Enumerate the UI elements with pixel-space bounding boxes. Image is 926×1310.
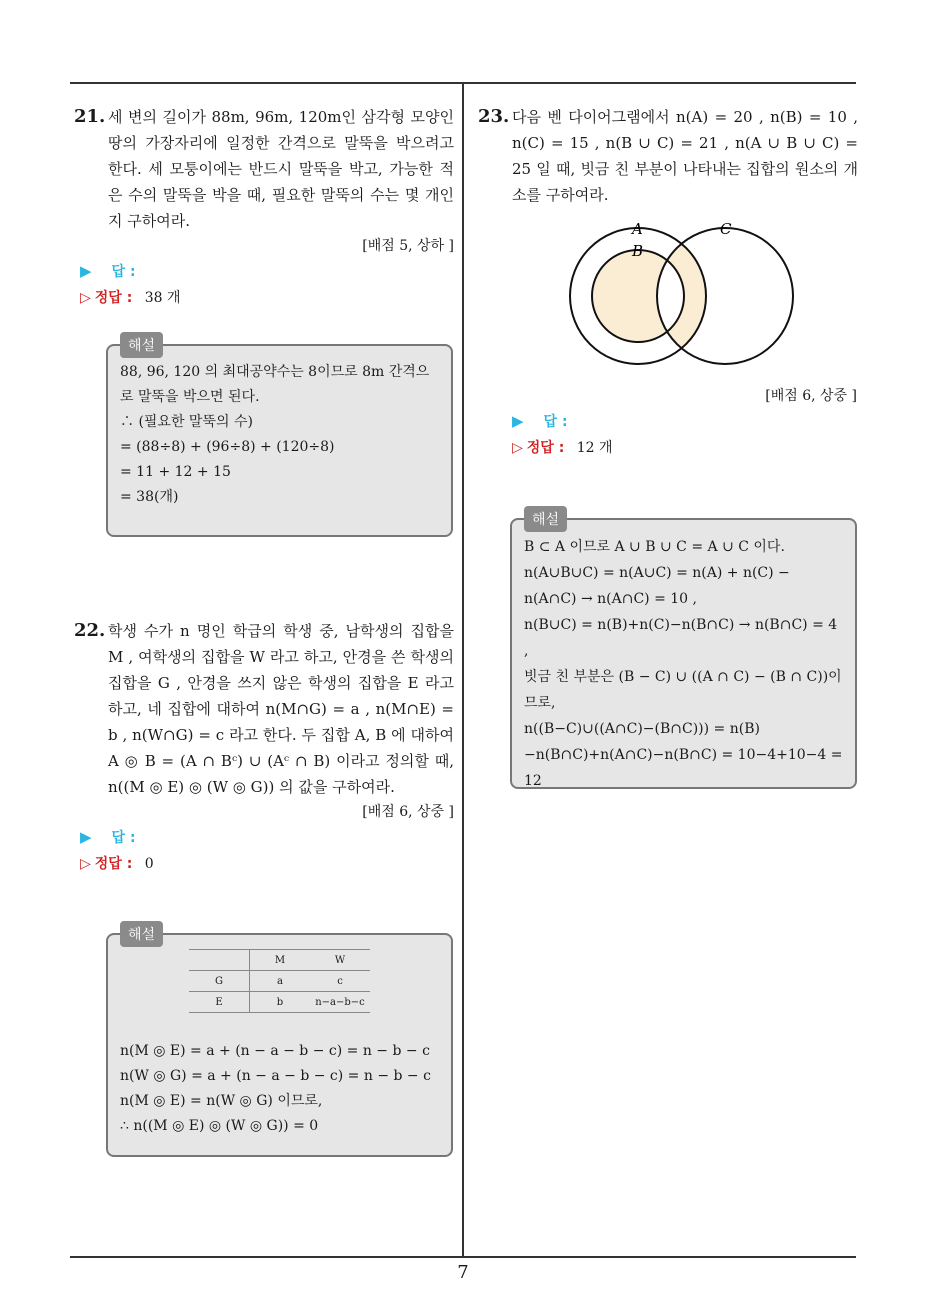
set-table — [189, 949, 370, 1013]
bottom-rule — [70, 1256, 856, 1258]
solution-line: n(M ◎ E) = n(W ◎ G) 이므로, — [120, 1093, 323, 1109]
solution-line: = 38(개) — [120, 489, 179, 505]
page-number: 7 — [457, 1262, 469, 1283]
question-number: 21. — [74, 106, 106, 127]
solution-tab: 해설 — [120, 332, 163, 358]
solution-tab: 해설 — [120, 921, 163, 947]
solution-box-23 — [510, 512, 857, 789]
score: [배점 6, 상중 ] — [362, 804, 454, 820]
solution-line: n(W ◎ G) = a + (n − a − b − c) = n − b − c — [120, 1068, 431, 1084]
solution-line: B ⊂ A 이므로 A ∪ B ∪ C = A ∪ C 이다. — [524, 539, 785, 555]
table-cell: G — [189, 971, 250, 992]
solution-line: = (88÷8) + (96÷8) + (120÷8) — [120, 439, 335, 455]
score: [배점 6, 상중 ] — [765, 388, 857, 404]
question-22 — [74, 618, 454, 877]
column-divider — [462, 82, 464, 1258]
solution-line: ∴ (필요한 말뚝의 수) — [120, 414, 253, 430]
solution-line: = 11 + 12 + 15 — [120, 464, 231, 480]
correct-label: 정답 : — [94, 856, 133, 872]
question-text: 다음 벤 다이어그램에서 n(A) = 20 , n(B) = 10 , n(C) = 15 , n(B ∪ C) = 21 , n(A ∪ B ∪ C) = 25 일 때, 빗금 친 부분이 나타내는 집합의 원소의 개소를 구하여라. — [512, 108, 858, 204]
table-cell: E — [189, 992, 250, 1013]
answer-label: 답 : — [111, 264, 136, 280]
table-row — [189, 971, 370, 992]
play-icon: ▶ — [80, 828, 92, 846]
outline-triangle-icon: ▷ — [80, 856, 91, 872]
answer-row — [80, 258, 454, 285]
score: [배점 5, 상하 ] — [362, 238, 454, 254]
solution-box-21 — [106, 338, 453, 537]
table-cell: c — [310, 971, 370, 992]
solution-tab: 해설 — [524, 506, 567, 532]
answer-label: 답 : — [111, 830, 136, 846]
correct-label: 정답 : — [94, 290, 133, 306]
question-23-answers — [510, 384, 857, 461]
table-header-row — [189, 950, 370, 971]
table-cell: M — [250, 950, 311, 971]
table-cell: n−a−b−c — [310, 992, 370, 1013]
question-text: 학생 수가 n 명인 학급의 학생 중, 남학생의 집합을 M , 여학생의 집합을 W 라고 하고, 안경을 쓴 학생의 집합을 G , 안경을 쓰지 않은 학생의 집합을 E 라고 하고, 네 집합에 대하여 n(M∩G) = a , n(M∩E) = b , n(W∩G) = c 라고 한다. 두 집합 A, B 에 대하여 A ◎ B = (A ∩ Bᶜ) ∪ (Aᶜ ∩ B) 이라고 정의할 때, n((M ◎ E) ◎ (W ◎ G)) 의 값을 구하여라. — [108, 622, 454, 796]
venn-diagram — [560, 218, 810, 368]
solution-box-22 — [106, 927, 453, 1157]
correct-answer-row — [80, 285, 454, 311]
question-21 — [74, 104, 454, 311]
table-cell: W — [310, 950, 370, 971]
label-a: A — [632, 220, 643, 238]
answer-row — [80, 824, 454, 851]
solution-line: n((B−C)∪((A∩C)−(B∩C))) = n(B)−n(B∩C)+n(A∩C)−n(B∩C) = 10−4+10−4 = 12 — [524, 721, 843, 789]
answer-row — [512, 408, 857, 435]
correct-value: 38 개 — [144, 290, 181, 306]
question-23 — [478, 104, 858, 208]
table-cell: b — [250, 992, 311, 1013]
question-text: 세 변의 길이가 88m, 96m, 120m인 삼각형 모양인 땅의 가장자리에 일정한 간격으로 말뚝을 박으려고 한다. 세 모퉁이에는 반드시 말뚝을 박고, 가능한 적은 수의 말뚝을 박을 때, 필요한 말뚝의 수는 몇 개인지 구하여라. — [108, 108, 454, 230]
correct-answer-row — [80, 851, 454, 877]
correct-answer-row — [512, 435, 857, 461]
table-cell — [189, 950, 250, 971]
answer-label: 답 : — [543, 414, 568, 430]
label-c: C — [720, 220, 732, 238]
play-icon: ▶ — [512, 412, 524, 430]
outline-triangle-icon: ▷ — [80, 290, 91, 306]
table-row — [189, 992, 370, 1013]
correct-label: 정답 : — [526, 440, 565, 456]
correct-value: 12 개 — [576, 440, 613, 456]
solution-line: 빗금 친 부분은 (B − C) ∪ ((A ∩ C) − (B ∩ C))이므로, — [524, 669, 842, 711]
solution-line: n(A∪B∪C) = n(A∪C) = n(A) + n(C) − n(A∩C) → n(A∩C) = 10 , — [524, 565, 790, 607]
table-cell: a — [250, 971, 311, 992]
play-icon: ▶ — [80, 262, 92, 280]
solution-line: 88, 96, 120 의 최대공약수는 8이므로 8m 간격으로 말뚝을 박으면 된다. — [120, 364, 430, 405]
correct-value: 0 — [144, 856, 154, 872]
question-number: 22. — [74, 620, 106, 641]
label-b: B — [632, 242, 644, 260]
solution-line: n(M ◎ E) = a + (n − a − b − c) = n − b − c — [120, 1043, 430, 1059]
solution-line: ∴ n((M ◎ E) ◎ (W ◎ G)) = 0 — [120, 1118, 319, 1134]
solution-line: n(B∪C) = n(B)+n(C)−n(B∩C) → n(B∩C) = 4 , — [524, 617, 838, 659]
question-number: 23. — [478, 106, 510, 127]
outline-triangle-icon: ▷ — [512, 440, 523, 456]
